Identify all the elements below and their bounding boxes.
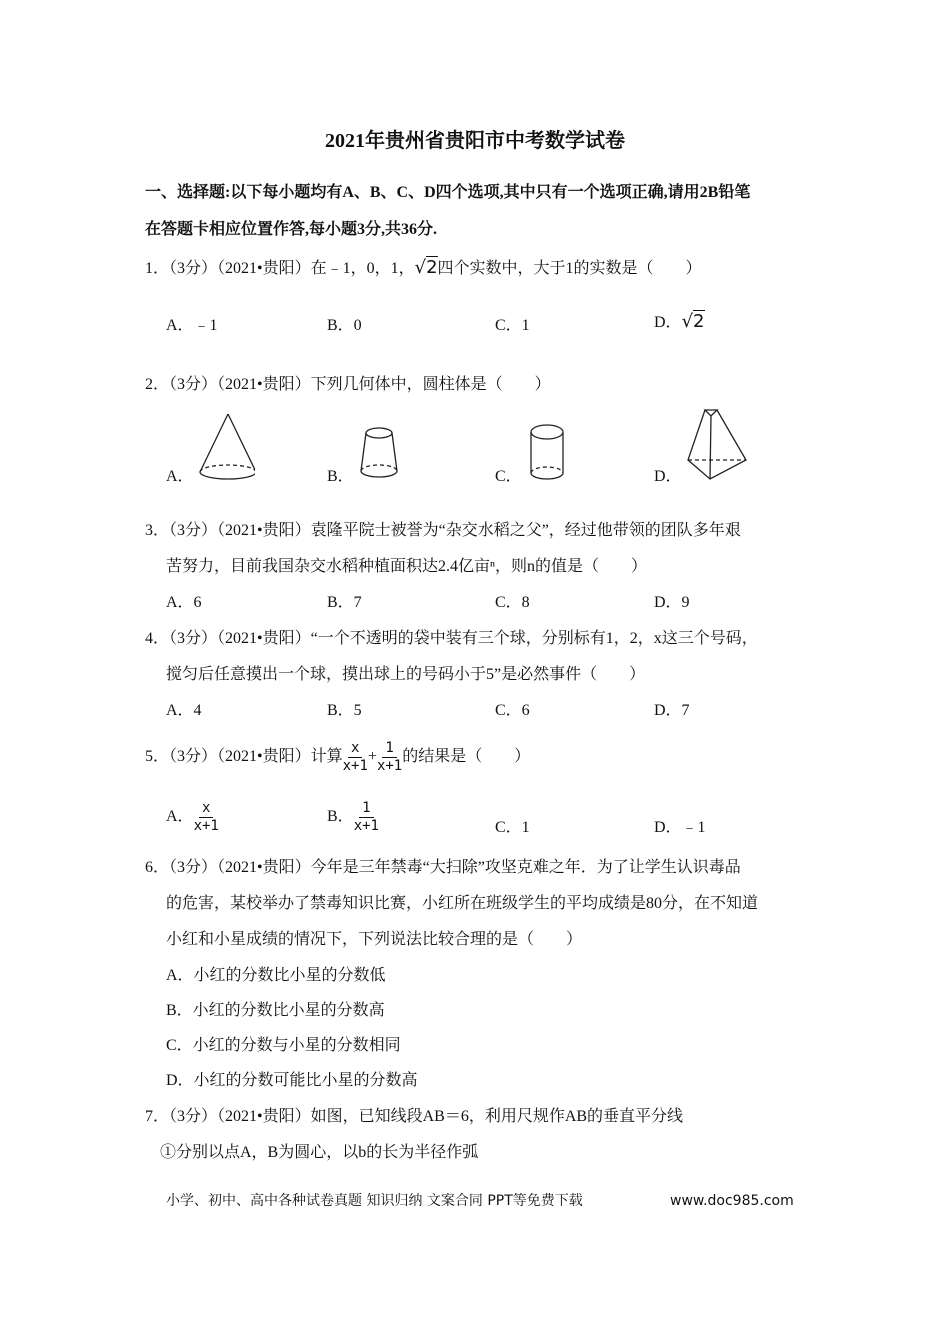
q3-option-a[interactable]: A．6 — [166, 594, 202, 611]
cylinder-figure — [522, 420, 572, 490]
q6-option-d[interactable]: D．小红的分数可能比小星的分数高 — [166, 1072, 418, 1089]
q5-text2: 的结果是（ ） — [402, 748, 531, 766]
q3-option-b[interactable]: B．7 — [327, 594, 362, 611]
question-7-step1: ①分别以点A，B为圆心，以b的长为半径作弧 — [160, 1144, 479, 1161]
q4-option-c[interactable]: C．6 — [495, 702, 530, 719]
q1-text: 1．（3分）（2021•贵阳）在﹣1，0，1， — [145, 260, 415, 277]
fraction: $\frac{x}{x+1}$ — [342, 740, 368, 774]
q4-option-a[interactable]: A．4 — [166, 702, 202, 719]
footer-text: 小学、初中、高中各种试卷真题 知识归纳 文案合同 PPT等免费下载 — [166, 1193, 583, 1209]
q4-option-d[interactable]: D．7 — [654, 702, 690, 719]
q6-option-a[interactable]: A．小红的分数比小星的分数低 — [166, 967, 386, 984]
q2-option-b[interactable]: B． — [327, 468, 354, 485]
pyramid-frustum-figure — [682, 405, 752, 490]
question-6-cont2: 小红和小星成绩的情况下，下列说法比较合理的是（ ） — [166, 931, 583, 948]
q5-option-c[interactable]: C．1 — [495, 819, 530, 836]
q1-option-c[interactable]: C．1 — [495, 317, 530, 334]
q2-option-a[interactable]: A． — [166, 468, 194, 485]
question-7: 7．（3分）（2021•贵阳）如图，已知线段AB＝6，利用尺规作AB的垂直平分线 — [145, 1108, 684, 1125]
q5-option-a[interactable]: A． $\frac{x}{x+1}$ — [166, 800, 219, 834]
question-1 — [145, 258, 702, 279]
sqrt-2: √2 — [414, 257, 438, 278]
question-6: 6．（3分）（2021•贵阳）今年是三年禁毒“大扫除”攻坚克难之年．为了让学生认识毒品 — [145, 859, 741, 876]
section-heading-cont: 在答题卡相应位置作答,每小题3分,共36分. — [145, 221, 438, 238]
q4-option-b[interactable]: B．5 — [327, 702, 362, 719]
q3-option-c[interactable]: C．8 — [495, 594, 530, 611]
page-title: 2021年贵州省贵阳市中考数学试卷 — [325, 130, 625, 152]
question-3-cont: 苦努力，目前我国杂交水稻种植面积达2.4亿亩ⁿ，则n的值是（ ） — [166, 558, 648, 575]
question-4: 4．（3分）（2021•贵阳）“一个不透明的袋中装有三个球，分别标有1，2，x这三个号码， — [145, 630, 758, 647]
cone-figure — [195, 410, 255, 485]
sqrt-2: √2 — [681, 311, 705, 332]
plus-sign: + — [367, 748, 377, 766]
q2-option-d[interactable]: D． — [654, 468, 682, 485]
question-5 — [145, 740, 530, 775]
fraction: $\frac{1}{x+1}$ — [376, 740, 403, 774]
question-3: 3．（3分）（2021•贵阳）袁隆平院士被誉为“杂交水稻之父”，经过他带领的团队多年艰 — [145, 522, 741, 539]
q5-option-d[interactable]: D．﹣1 — [654, 819, 706, 836]
fraction: $\frac{x}{x+1}$ — [193, 800, 219, 834]
q1-option-b[interactable]: B．0 — [327, 317, 362, 334]
q1-option-d[interactable]: D．√2 — [654, 311, 705, 332]
section-heading: 一、选择题:以下每小题均有A、B、C、D四个选项,其中只有一个选项正确,请用2B铅笔 — [145, 184, 751, 201]
question-4-cont: 搅匀后任意摸出一个球，摸出球上的号码小于5”是必然事件（ ） — [166, 666, 646, 683]
fraction: $\frac{1}{x+1}$ — [353, 800, 379, 834]
q3-option-d[interactable]: D．9 — [654, 594, 690, 611]
q5-text: 5．（3分）（2021•贵阳）计算 — [145, 748, 343, 766]
footer-link[interactable]: www.doc985.com — [670, 1193, 794, 1209]
q1-text2: 四个实数中，大于1的实数是（ ） — [437, 260, 702, 277]
frustum-figure — [355, 425, 405, 485]
q6-option-c[interactable]: C．小红的分数与小星的分数相同 — [166, 1037, 401, 1054]
q2-option-c[interactable]: C． — [495, 468, 522, 485]
q1-option-a[interactable]: A．﹣1 — [166, 317, 218, 334]
question-2: 2．（3分）（2021•贵阳）下列几何体中，圆柱体是（ ） — [145, 376, 551, 393]
question-6-cont: 的危害，某校举办了禁毒知识比赛，小红所在班级学生的平均成绩是80分，在不知道 — [166, 895, 759, 912]
q5-option-b[interactable]: B． $\frac{1}{x+1}$ — [327, 800, 379, 834]
q6-option-b[interactable]: B．小红的分数比小星的分数高 — [166, 1002, 385, 1019]
